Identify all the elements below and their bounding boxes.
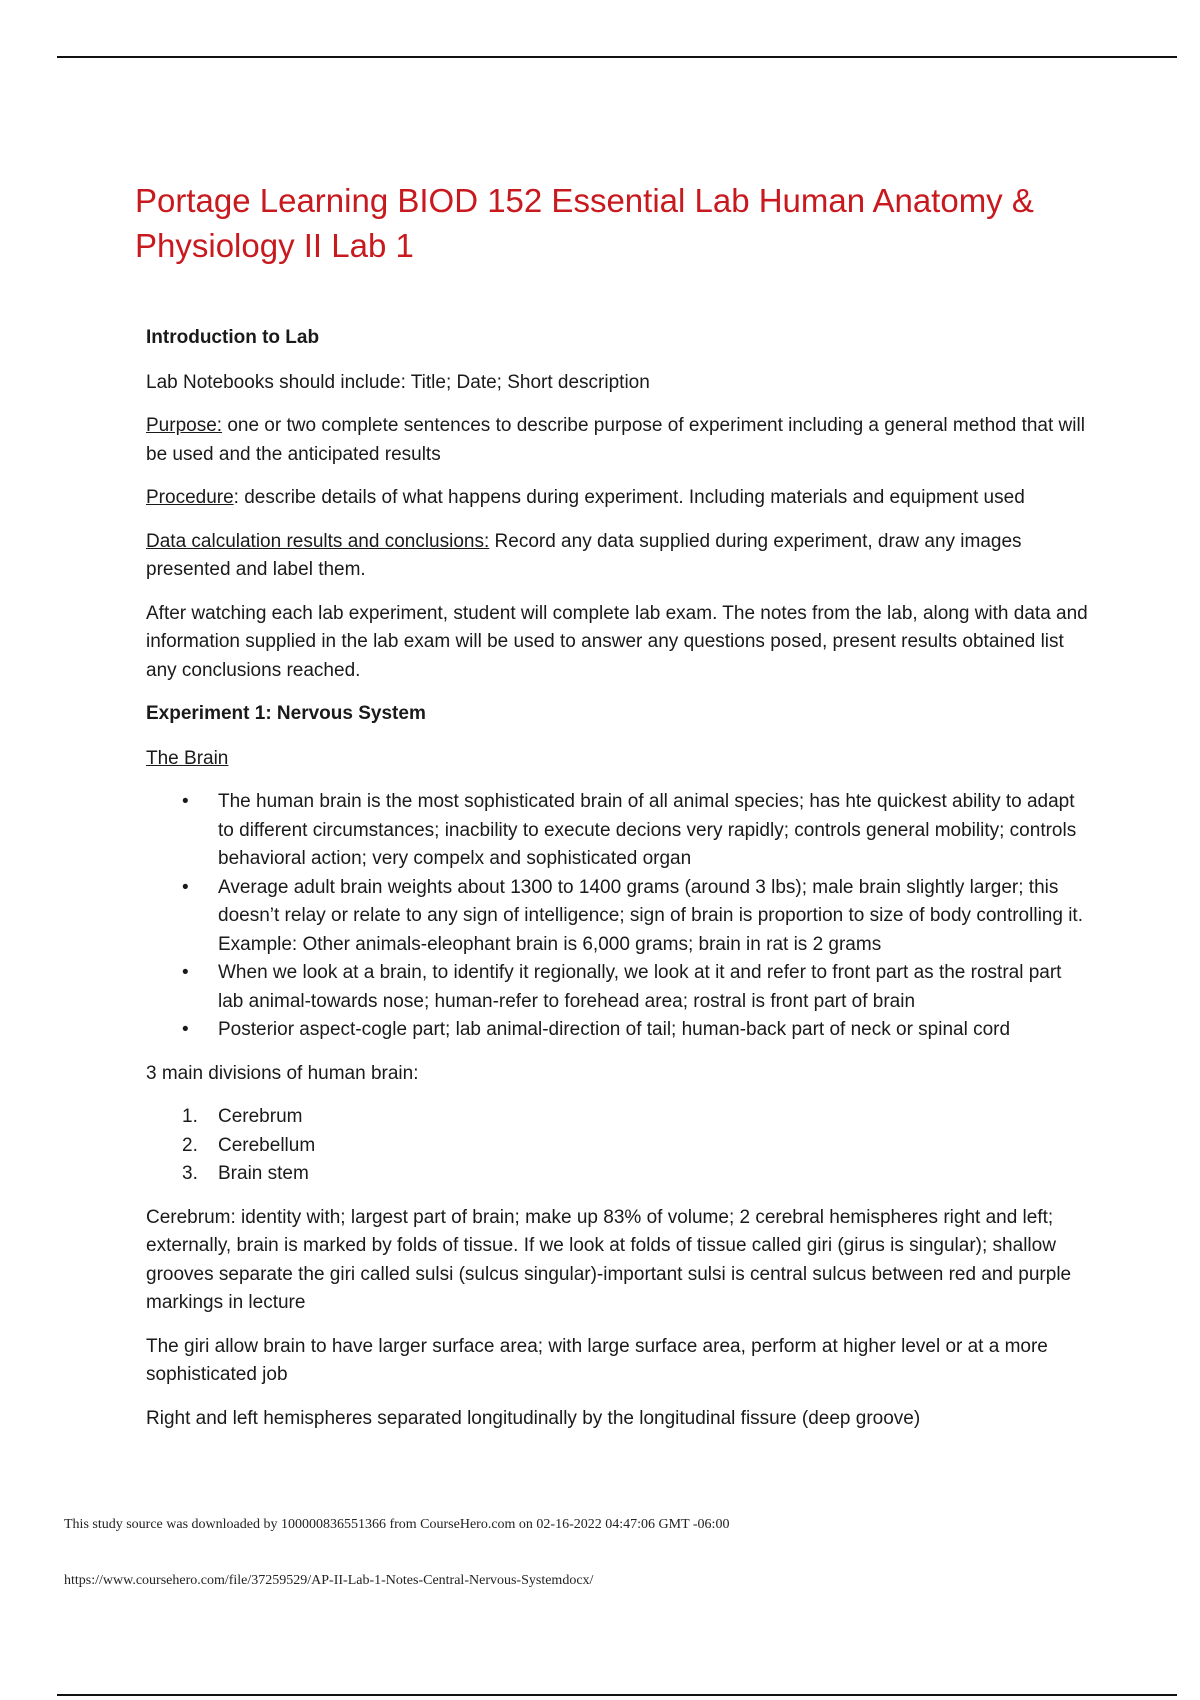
experiment-heading: Experiment 1: Nervous System [146,703,426,724]
bullet-icon: • [182,1019,189,1040]
division-label: Cerebellum [218,1134,316,1156]
data-calc-text: Record any data supplied during experiment, draw any images presented and label them. [146,530,1022,580]
bullet-text: The human brain is the most sophisticated brain of all animal species; has hte quickest ability to adapt to different circumstances; inacbility to execute decions very rapidly; controls general mobility; controls behavioral action; very compelx and sophisticated organ [218,791,1077,869]
list-item [146,1160,1088,1189]
source-note: This study source was downloaded by 100000836551366 from CourseHero.com on 02-16-2022 04:47:06 GMT -06:00 [64,1517,730,1532]
brain-heading: The Brain [146,747,229,769]
divisions-intro: 3 main divisions of human brain: [146,1062,419,1084]
cerebrum-paragraph: Cerebrum: identity with; largest part of brain; make up 83% of volume; 2 cerebral hemispheres right and left; externally, brain is marked by folds of tissue. If we look at folds of tissue called giri (girus is singular); shallow grooves separate the giri called sulsi (sulcus singular)-important sulsi is central sulcus between red and purple markings in lecture [146,1206,1072,1313]
purpose-label: Purpose: [146,415,223,436]
bullet-icon: • [182,962,189,983]
procedure-text: : describe details of what happens during experiment. Including materials and equipment used [233,487,1025,508]
bullet-text: Average adult brain weights about 1300 to 1400 grams (around 3 lbs); male brain slightly larger; this doesn’t relay or relate to any sign of intelligence; sign of brain is proportion to size of body controlling it. Example: Other animals-eleophant brain is 6,000 grams; brain in rat is 2 grams [218,876,1083,955]
bullet-icon: • [182,876,189,898]
hemispheres-paragraph: Right and left hemispheres separated longitudinally by the longitudinal fissure (deep groove) [146,1407,921,1429]
purpose-text: one or two complete sentences to describe purpose of experiment including a general method that will be used and the anticipated results [146,415,1085,465]
top-rule [57,56,1177,58]
list-item [146,788,1088,874]
document-title: Portage Learning BIOD 152 Essential Lab Human Anatomy & Physiology II Lab 1 [135,182,1034,264]
brain-bullet-list [146,788,1088,1045]
procedure-paragraph [146,484,1088,513]
list-item [146,874,1088,960]
list-item [146,1103,1088,1132]
notebook-line: Lab Notebooks should include: Title; Date; Short description [146,371,650,393]
bottom-rule [57,1694,1177,1696]
after-watching-paragraph: After watching each lab experiment, student will complete lab exam. The notes from the lab, along with data and information supplied in the lab exam will be used to answer any questions posed, present results obtained list any conclusions reached. [146,602,1088,681]
data-calc-paragraph [146,528,1088,585]
division-label: Brain stem [218,1163,309,1184]
list-number: 2. [182,1134,198,1156]
bullet-text: Posterior aspect-cogle part; lab animal-direction of tail; human-back part of neck or spinal cord [218,1019,1011,1040]
list-item [146,1016,1088,1045]
division-label: Cerebrum [218,1106,303,1127]
intro-heading: Introduction to Lab [146,327,320,348]
list-item [146,959,1088,1016]
document-body [146,324,1088,1448]
divisions-list [146,1103,1088,1189]
bullet-icon: • [182,791,189,812]
bullet-text: When we look at a brain, to identify it regionally, we look at it and refer to front part as the rostral part lab animal-towards nose; human-refer to forehead area; rostral is front part of brain [218,962,1062,1012]
list-number: 3. [182,1163,198,1184]
procedure-label: Procedure [146,487,234,508]
source-url[interactable]: https://www.coursehero.com/file/37259529/AP-II-Lab-1-Notes-Central-Nervous-Systemdocx/ [64,1573,594,1588]
purpose-paragraph [146,412,1088,469]
list-number: 1. [182,1106,198,1127]
giri-paragraph: The giri allow brain to have larger surface area; with large surface area, perform at higher level or at a more sophisticated job [146,1335,1048,1385]
data-calc-label: Data calculation results and conclusions: [146,530,490,552]
list-item [146,1132,1088,1161]
